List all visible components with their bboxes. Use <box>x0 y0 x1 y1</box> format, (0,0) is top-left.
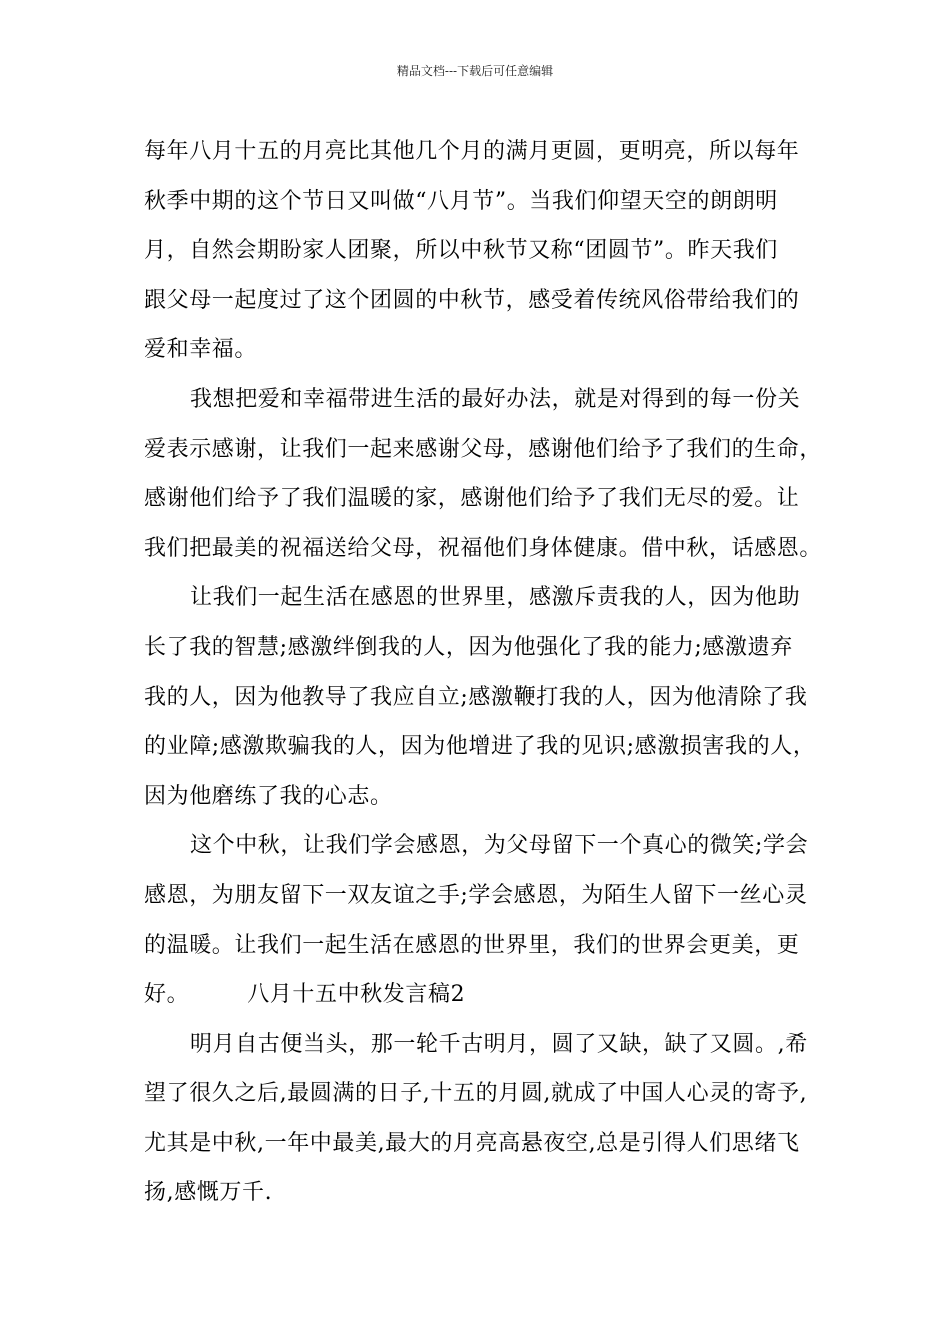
text-line: 这个中秋，让我们学会感恩，为父母留下一个真心的微笑;学会 <box>190 833 809 859</box>
text-line: 尤其是中秋,一年中最美,最大的月亮高悬夜空,总是引得人们思绪飞 <box>144 1130 800 1156</box>
text-line: 月，自然会期盼家人团聚，所以中秋节又称“团圆节”。昨天我们 <box>144 238 778 264</box>
text-line: 秋季中期的这个节日又叫做“八月节”。当我们仰望天空的朗朗明 <box>144 188 778 214</box>
text-line: 感谢他们给予了我们温暖的家，感谢他们给予了我们无尽的爱。让 <box>144 486 800 512</box>
text-line: 我们把最美的祝福送给父母，祝福他们身体健康。借中秋，话感恩。 <box>144 535 823 561</box>
text-line: 扬,感慨万千. <box>144 1180 273 1206</box>
text-line: 的业障;感激欺骗我的人，因为他增进了我的见识;感激损害我的人， <box>144 734 816 760</box>
text-line: 爱表示感谢，让我们一起来感谢父母，感谢他们给予了我们的生命， <box>144 436 823 462</box>
text-line: 望了很久之后,最圆满的日子,十五的月圆,就成了中国人心灵的寄予, <box>144 1081 808 1107</box>
text-line: 我的人，因为他教导了我应自立;感激鞭打我的人，因为他清除了我 <box>144 684 808 710</box>
section-heading: 八月十五中秋发言稿2 <box>247 982 466 1008</box>
text-line: 跟父母一起度过了这个团圆的中秋节，感受着传统风俗带给我们的 <box>144 287 800 313</box>
text-line: 爱和幸福。 <box>144 337 258 363</box>
page-header: 精品文档---下载后可任意编辑 <box>396 64 554 78</box>
text-line: 让我们一起生活在感恩的世界里，感激斥责我的人，因为他助 <box>190 585 801 611</box>
text-line: 我想把爱和幸福带进生活的最好办法，就是对得到的每一份关 <box>190 386 801 412</box>
text-line: 每年八月十五的月亮比其他几个月的满月更圆，更明亮，所以每年 <box>144 139 800 164</box>
text-line: 因为他磨练了我的心志。 <box>144 783 393 809</box>
text-line: 的温暖。让我们一起生活在感恩的世界里，我们的世界会更美，更 <box>144 932 800 958</box>
text-line-with-heading <box>144 970 820 1020</box>
text-line-fragment: 好。 <box>144 982 190 1008</box>
document-body <box>144 127 823 1218</box>
text-line: 感恩，为朋友留下一双友谊之手;学会感恩，为陌生人留下一丝心灵 <box>144 882 808 908</box>
text-line: 明月自古便当头，那一轮千古明月，圆了又缺，缺了又圆。,希 <box>190 1031 808 1057</box>
text-line: 长了我的智慧;感激绊倒我的人，因为他强化了我的能力;感激遗弃 <box>144 634 793 660</box>
